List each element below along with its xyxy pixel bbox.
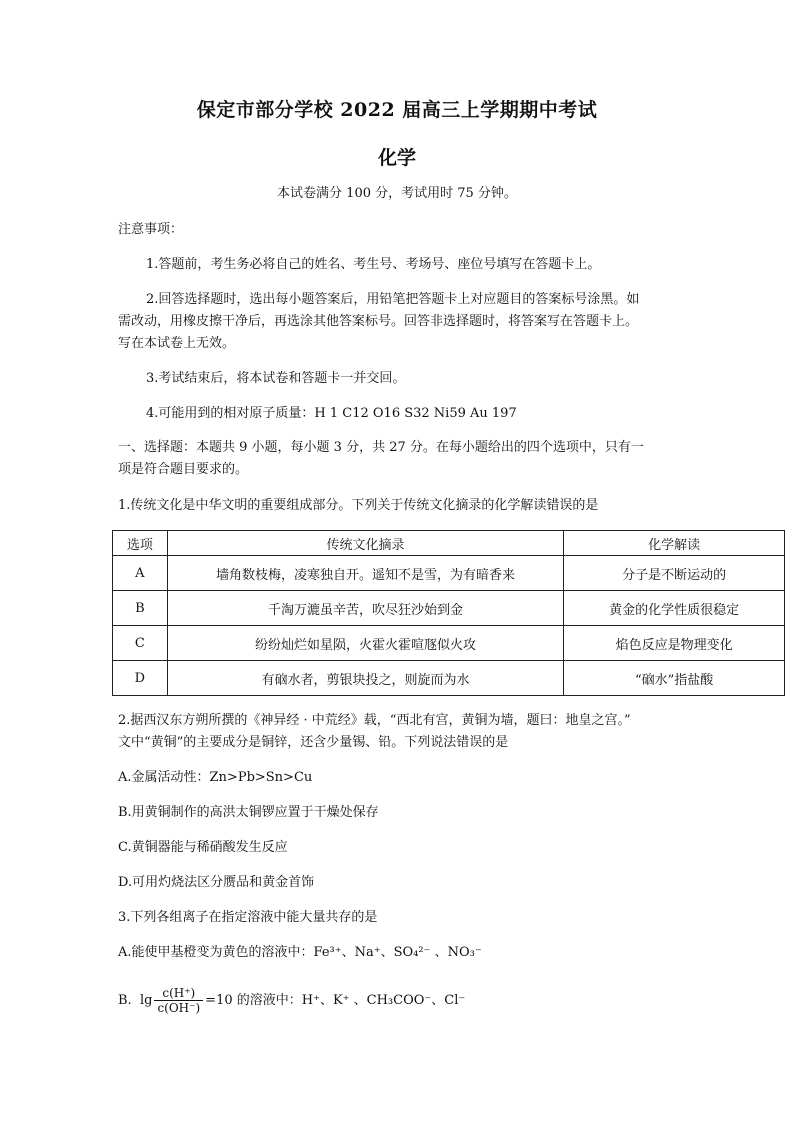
question-2-option-b: B.用黄铜制作的高洪太铜锣应置于干燥处保存 — [118, 805, 379, 820]
row-interpretation: 黄金的化学性质很稳定 — [564, 591, 785, 626]
question-2-option-c: C.黄铜器能与稀硝酸发生反应 — [118, 840, 288, 855]
option-b-label: B. — [118, 993, 132, 1008]
table-row — [113, 556, 785, 591]
question-1-table — [112, 530, 785, 696]
table-header-excerpt: 传统文化摘录 — [167, 531, 564, 556]
row-option: A — [113, 556, 168, 591]
question-1-stem: 1.传统文化是中华文明的重要组成部分。下列关于传统文化摘录的化学解读错误的是 — [118, 498, 599, 513]
ion-ratio-fraction — [154, 986, 203, 1015]
fraction-numerator: c(H⁺) — [154, 986, 203, 1001]
score-info: 本试卷满分 100 分，考试用时 75 分钟。 — [277, 186, 517, 201]
notes-heading: 注意事项： — [118, 222, 184, 237]
row-interpretation: “硇水”指盐酸 — [564, 661, 785, 696]
question-3-option-b — [118, 984, 678, 1018]
option-b-rest: =10 的溶液中：H⁺、K⁺ 、CH₃COO⁻、Cl⁻ — [205, 993, 466, 1008]
fraction-denominator: c(OH⁻) — [157, 1001, 201, 1015]
option-a-prefix: A.能使甲基橙变为黄色的溶液中： — [118, 945, 314, 960]
row-interpretation: 分子是不断运动的 — [564, 556, 785, 591]
question-2-option-a: A.金属活动性：Zn>Pb>Sn>Cu — [118, 770, 313, 785]
section-1-line-1: 一、选择题：本题共 9 小题，每小题 3 分，共 27 分。在每小题给出的四个选项中，只有一 — [118, 440, 644, 455]
question-2-option-d: D.可用灼烧法区分赝品和黄金首饰 — [118, 875, 315, 890]
row-interpretation: 焰色反应是物理变化 — [564, 626, 785, 661]
question-2-stem-line-1: 2.据西汉东方朔所撰的《神异经 · 中荒经》载，“西北有宫，黄铜为墙，题曰：地皇之宫。” — [118, 713, 631, 728]
note-2-line-1: 2.回答选择题时，选出每小题答案后，用铅笔把答题卡上对应题目的答案标号涂黑。如 — [146, 292, 640, 307]
section-1-line-2: 项是符合题目要求的。 — [118, 462, 249, 477]
option-a-ions: Fe³⁺、Na⁺、SO₄²⁻ 、NO₃⁻ — [313, 945, 482, 960]
row-excerpt: 墙角数枝梅，凌寒独自开。遥知不是雪，为有暗香来 — [167, 556, 564, 591]
row-excerpt: 千淘万漉虽辛苦，吹尽狂沙始到金 — [167, 591, 564, 626]
question-3-option-a — [118, 943, 678, 963]
page-title: 保定市部分学校 2022 届高三上学期期中考试 — [196, 99, 598, 121]
question-2-stem-line-2: 文中“黄铜”的主要成分是铜锌，还含少量锡、铅。下列说法错误的是 — [118, 735, 509, 750]
row-option: D — [113, 661, 168, 696]
note-2-line-3: 写在本试卷上无效。 — [118, 336, 236, 351]
row-excerpt: 纷纷灿烂如星陨，火霍火霍喧豗似火攻 — [167, 626, 564, 661]
table-header-row — [113, 531, 785, 556]
table-header-option: 选项 — [113, 531, 168, 556]
note-4: 4.可能用到的相对原子质量：H 1 C12 O16 S32 Ni59 Au 197 — [146, 406, 517, 421]
subject-heading: 化学 — [377, 147, 416, 169]
row-excerpt: 有硇水者，剪银块投之，则旋而为水 — [167, 661, 564, 696]
row-option: B — [113, 591, 168, 626]
log-symbol: lg — [139, 993, 153, 1008]
table-header-interpretation: 化学解读 — [564, 531, 785, 556]
note-1: 1.答题前，考生务必将自己的姓名、考生号、考场号、座位号填写在答题卡上。 — [146, 257, 601, 272]
table-row — [113, 661, 785, 696]
table-row — [113, 591, 785, 626]
row-option: C — [113, 626, 168, 661]
note-2-line-2: 需改动，用橡皮擦干净后，再选涂其他答案标号。回答非选择题时，将答案写在答题卡上。 — [118, 314, 639, 329]
note-3: 3.考试结束后，将本试卷和答题卡一并交回。 — [146, 371, 406, 386]
table-row — [113, 626, 785, 661]
question-3-stem: 3.下列各组离子在指定溶液中能大量共存的是 — [118, 910, 378, 925]
